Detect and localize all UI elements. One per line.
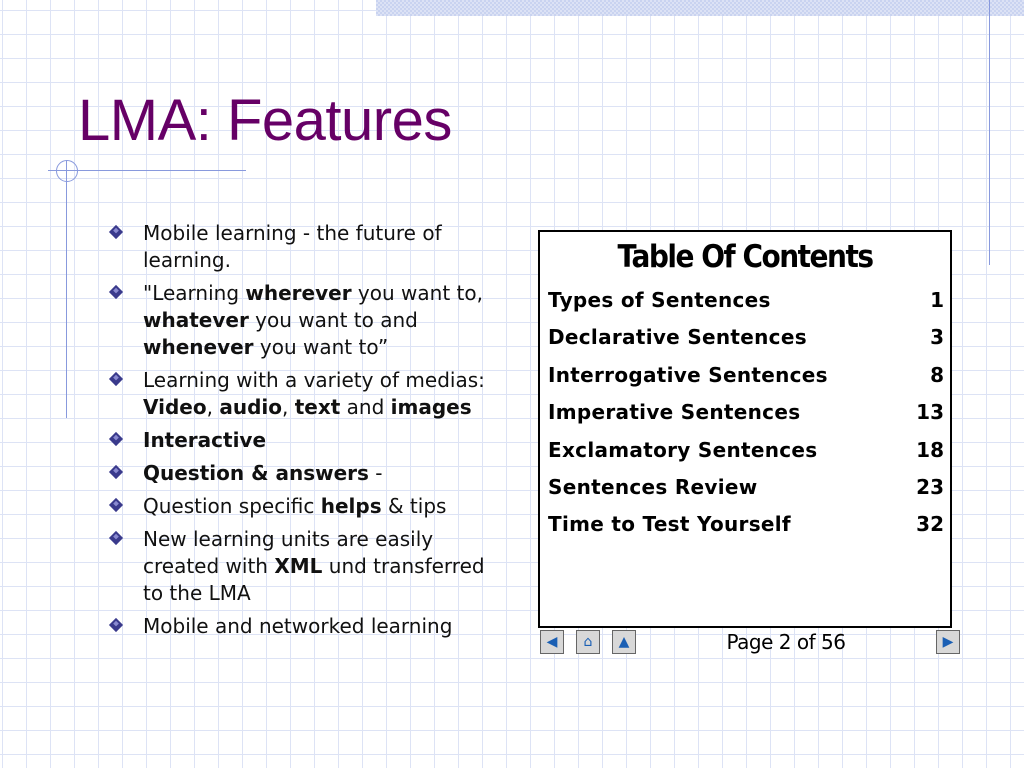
bold-text: Question & answers bbox=[143, 461, 369, 485]
diamond-bullet-icon bbox=[109, 372, 123, 386]
diamond-bullet-icon bbox=[109, 618, 123, 632]
toc-entry-page: 1 bbox=[930, 288, 944, 312]
bullet-item bbox=[108, 613, 508, 640]
bullet-item bbox=[108, 367, 508, 421]
toc-title: Table Of Contents bbox=[617, 238, 873, 275]
toc-entry-name: Exclamatory Sentences bbox=[548, 438, 818, 462]
feature-bullet-list bbox=[108, 220, 508, 646]
toc-navigation-bar bbox=[540, 630, 964, 658]
bold-text: audio bbox=[219, 395, 282, 419]
text: you want to, bbox=[351, 281, 483, 305]
up-icon[interactable]: ▲ bbox=[612, 630, 636, 654]
toc-entry[interactable] bbox=[548, 400, 944, 434]
diamond-bullet-icon bbox=[109, 498, 123, 512]
toc-entry-name: Declarative Sentences bbox=[548, 325, 807, 349]
home-icon[interactable]: ⌂ bbox=[576, 630, 600, 654]
table-of-contents-screenshot bbox=[538, 230, 952, 628]
bold-text: Interactive bbox=[143, 428, 267, 452]
bullet-item bbox=[108, 493, 508, 520]
text: , bbox=[206, 395, 220, 419]
toc-entry-page: 13 bbox=[916, 400, 944, 424]
bold-text: wherever bbox=[245, 281, 352, 305]
bold-text: helps bbox=[320, 494, 382, 518]
bold-text: text bbox=[294, 395, 341, 419]
diamond-bullet-icon bbox=[109, 432, 123, 446]
text: Learning with a variety of medias: bbox=[143, 368, 485, 392]
toc-entry-name: Sentences Review bbox=[548, 475, 758, 499]
bold-text: images bbox=[390, 395, 472, 419]
text: - bbox=[368, 461, 383, 485]
bullet-item bbox=[108, 460, 508, 487]
top-decorative-band bbox=[376, 0, 1024, 16]
forward-arrow-icon[interactable]: ▶ bbox=[936, 630, 960, 654]
toc-entry[interactable] bbox=[548, 438, 944, 472]
diamond-bullet-icon bbox=[109, 225, 123, 239]
text: you want to” bbox=[253, 335, 389, 359]
text: , bbox=[281, 395, 295, 419]
bullet-item bbox=[108, 526, 508, 607]
bold-text: whenever bbox=[143, 335, 254, 359]
text: und transferred to the LMA bbox=[143, 554, 485, 605]
slide-title: LMA: Features bbox=[78, 88, 452, 153]
toc-entry-name: Types of Sentences bbox=[548, 288, 771, 312]
text: and bbox=[340, 395, 391, 419]
bold-text: whatever bbox=[143, 308, 249, 332]
bold-text: Video bbox=[143, 395, 207, 419]
back-arrow-icon[interactable]: ◀ bbox=[540, 630, 564, 654]
toc-entry[interactable] bbox=[548, 512, 944, 546]
text: "Learning bbox=[143, 281, 246, 305]
toc-entry-name: Imperative Sentences bbox=[548, 400, 801, 424]
toc-entry[interactable] bbox=[548, 475, 944, 509]
toc-entry[interactable] bbox=[548, 363, 944, 397]
toc-entry-page: 18 bbox=[916, 438, 944, 462]
text: Mobile and networked learning bbox=[143, 614, 453, 638]
toc-entry-page: 3 bbox=[930, 325, 944, 349]
toc-entry-name: Interrogative Sentences bbox=[548, 363, 828, 387]
text: you want to and bbox=[248, 308, 418, 332]
toc-entry-name: Time to Test Yourself bbox=[548, 512, 791, 536]
bullet-item bbox=[108, 220, 508, 274]
bullet-item bbox=[108, 280, 508, 361]
right-vertical-rule bbox=[989, 0, 990, 265]
toc-entry-page: 32 bbox=[916, 512, 944, 536]
toc-entry-page: 23 bbox=[916, 475, 944, 499]
bullet-item bbox=[108, 427, 508, 454]
toc-entry-page: 8 bbox=[930, 363, 944, 387]
toc-entry[interactable] bbox=[548, 325, 944, 359]
diamond-bullet-icon bbox=[109, 465, 123, 479]
toc-entry[interactable] bbox=[548, 288, 944, 322]
crosshair-circle-decoration bbox=[56, 160, 78, 182]
bold-text: XML bbox=[274, 554, 323, 578]
diamond-bullet-icon bbox=[109, 531, 123, 545]
text: Question specific bbox=[143, 494, 321, 518]
left-vertical-rule bbox=[66, 160, 67, 418]
page-indicator: Page 2 of 56 bbox=[726, 630, 846, 654]
text: New learning units are easily created with bbox=[143, 527, 434, 578]
text: & tips bbox=[381, 494, 447, 518]
diamond-bullet-icon bbox=[109, 285, 123, 299]
text: Mobile learning - the future of learning. bbox=[143, 221, 442, 272]
